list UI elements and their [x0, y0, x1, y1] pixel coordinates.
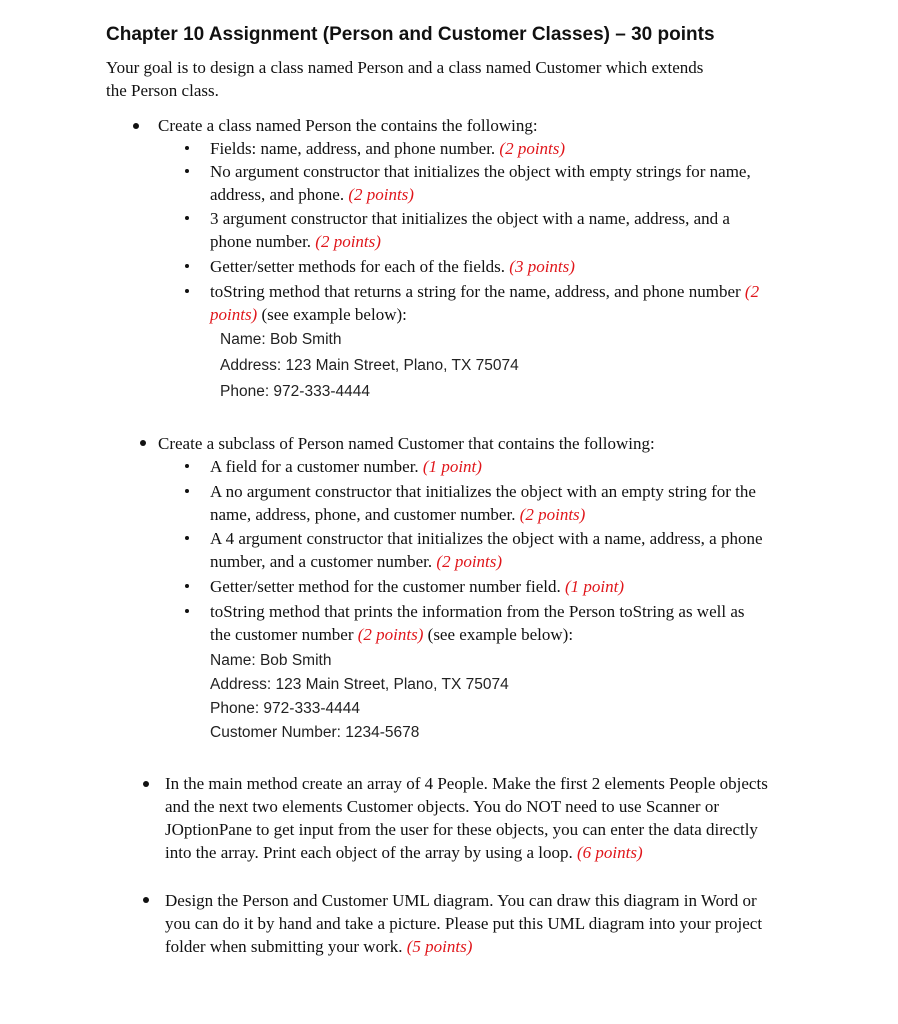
list-item: toString method that prints the information from the Person toString as well as	[210, 602, 745, 621]
example-line: Name: Bob Smith	[220, 331, 342, 348]
page-title: Chapter 10 Assignment (Person and Customer Classes) – 30 points	[106, 24, 715, 45]
bullet-icon	[143, 897, 149, 903]
customer-heading: Create a subclass of Person named Customer that contains the following:	[158, 434, 655, 453]
list-item: Getter/setter method for the customer number field. (1 point)	[210, 577, 625, 596]
bullet-icon	[185, 584, 189, 588]
bullet-icon	[185, 216, 189, 220]
list-item: toString method that returns a string for the name, address, and phone number (2	[210, 282, 760, 301]
bullet-icon	[185, 464, 189, 468]
list-item: A field for a customer number. (1 point)	[210, 457, 482, 476]
list-item: Getter/setter methods for each of the fields. (3 points)	[210, 257, 575, 276]
example-line: Phone: 972-333-4444	[210, 700, 360, 717]
list-item-continuation: phone number. (2 points)	[210, 232, 381, 251]
bullet-icon	[140, 440, 146, 446]
list-item: 3 argument constructor that initializes the object with a name, address, and a	[210, 209, 730, 228]
list-item: A no argument constructor that initializes the object with an empty string for the	[210, 482, 756, 501]
bullet-icon	[185, 289, 189, 293]
paragraph-line: folder when submitting your work. (5 points)	[165, 937, 473, 956]
paragraph-line: In the main method create an array of 4 People. Make the first 2 elements People objects	[165, 774, 768, 793]
bullet-icon	[185, 609, 189, 613]
paragraph-line: and the next two elements Customer objects. You do NOT need to use Scanner or	[165, 797, 719, 816]
bullet-icon	[185, 489, 189, 493]
list-item-continuation: number, and a customer number. (2 points)	[210, 552, 503, 571]
list-item-continuation: name, address, phone, and customer number. (2 points)	[210, 505, 586, 524]
bullet-icon	[185, 169, 189, 173]
paragraph-line: Design the Person and Customer UML diagram. You can draw this diagram in Word or	[165, 891, 757, 910]
list-item: No argument constructor that initializes the object with empty strings for name,	[210, 162, 751, 181]
list-item-continuation: address, and phone. (2 points)	[210, 185, 414, 204]
paragraph-line: JOptionPane to get input from the user for these objects, you can enter the data directly	[165, 820, 758, 839]
bullet-icon	[133, 123, 139, 129]
person-heading: Create a class named Person the contains the following:	[158, 116, 538, 135]
intro-paragraph	[106, 56, 806, 102]
bullet-icon	[185, 264, 189, 268]
example-line: Address: 123 Main Street, Plano, TX 75074	[220, 357, 519, 374]
bullet-icon	[185, 146, 189, 150]
example-line: Name: Bob Smith	[210, 652, 332, 669]
intro-line: Your goal is to design a class named Person and a class named Customer which extends	[106, 58, 704, 77]
list-item: Fields: name, address, and phone number. (2 points)	[210, 139, 566, 158]
paragraph-line: you can do it by hand and take a picture. Please put this UML diagram into your project	[165, 914, 763, 933]
bullet-icon	[143, 781, 149, 787]
intro-line: the Person class.	[106, 81, 219, 100]
paragraph-line: into the array. Print each object of the array by using a loop. (6 points)	[165, 843, 643, 862]
example-line: Customer Number: 1234-5678	[210, 724, 420, 741]
list-item-continuation: points) (see example below):	[210, 305, 407, 324]
example-line: Address: 123 Main Street, Plano, TX 75074	[210, 676, 509, 693]
example-line: Phone: 972-333-4444	[220, 383, 370, 400]
bullet-icon	[185, 536, 189, 540]
list-item-continuation: the customer number (2 points) (see example below):	[210, 625, 574, 644]
list-item: A 4 argument constructor that initializes the object with a name, address, a phone	[210, 529, 763, 548]
